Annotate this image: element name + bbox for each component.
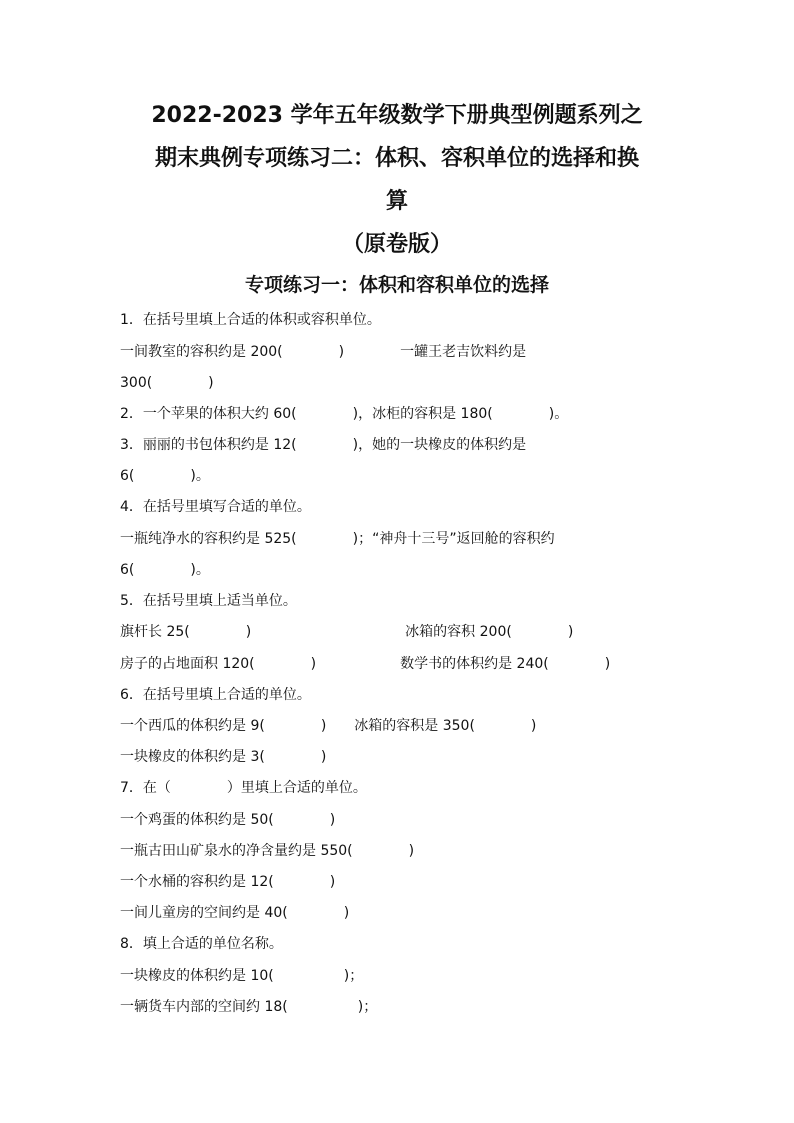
question-line: 300( ) bbox=[120, 375, 214, 391]
question-1: 1．在括号里填上合适的体积或容积单位。 bbox=[120, 312, 381, 328]
title-line-3: 算 bbox=[385, 189, 408, 214]
title-line-2: 期末典例专项练习二：体积、容积单位的选择和换 bbox=[154, 146, 639, 171]
question-line: 一个西瓜的体积约是 9( ) 冰箱的容积是 350( ) bbox=[120, 718, 537, 734]
question-4: 4．在括号里填写合适的单位。 bbox=[120, 499, 311, 515]
question-line: 一瓶纯净水的容积约是 525( )；“神舟十三号”返回舱的容积约 bbox=[120, 531, 555, 547]
question-line: 一间教室的容积约是 200( ) 一罐王老吉饮料约是 bbox=[120, 344, 527, 360]
question-line: 6( )。 bbox=[120, 468, 210, 484]
question-line: 一瓶古田山矿泉水的净含量约是 550( ) bbox=[120, 843, 415, 859]
question-3: 3．丽丽的书包体积约是 12( )，她的一块橡皮的体积约是 bbox=[120, 437, 527, 453]
question-7: 7．在（ ）里填上合适的单位。 bbox=[120, 780, 367, 796]
question-line: 一块橡皮的体积约是 10( )； bbox=[120, 968, 364, 984]
question-line: 一块橡皮的体积约是 3( ) bbox=[120, 749, 327, 765]
question-line: 房子的占地面积 120( ) 数学书的体积约是 240( ) bbox=[120, 656, 611, 672]
section-heading: 专项练习一：体积和容积单位的选择 bbox=[244, 274, 549, 296]
question-8: 8．填上合适的单位名称。 bbox=[120, 936, 283, 952]
question-line: 一个水桶的容积约是 12( ) bbox=[120, 874, 336, 890]
question-6: 6．在括号里填上合适的单位。 bbox=[120, 687, 311, 703]
question-line: 一个鸡蛋的体积约是 50( ) bbox=[120, 812, 336, 828]
question-2: 2．一个苹果的体积大约 60( )，冰柜的容积是 180( )。 bbox=[120, 406, 569, 422]
question-line: 一间儿童房的空间约是 40( ) bbox=[120, 905, 350, 921]
question-line: 旗杆长 25( ) 冰箱的容积 200( ) bbox=[120, 624, 574, 640]
title-line-1: 2022-2023 学年五年级数学下册典型例题系列之 bbox=[151, 103, 643, 128]
edition-label: （原卷版） bbox=[341, 232, 452, 257]
question-line: 6( )。 bbox=[120, 562, 210, 578]
question-5: 5．在括号里填上适当单位。 bbox=[120, 593, 297, 609]
question-line: 一辆货车内部的空间约 18( )； bbox=[120, 999, 378, 1015]
